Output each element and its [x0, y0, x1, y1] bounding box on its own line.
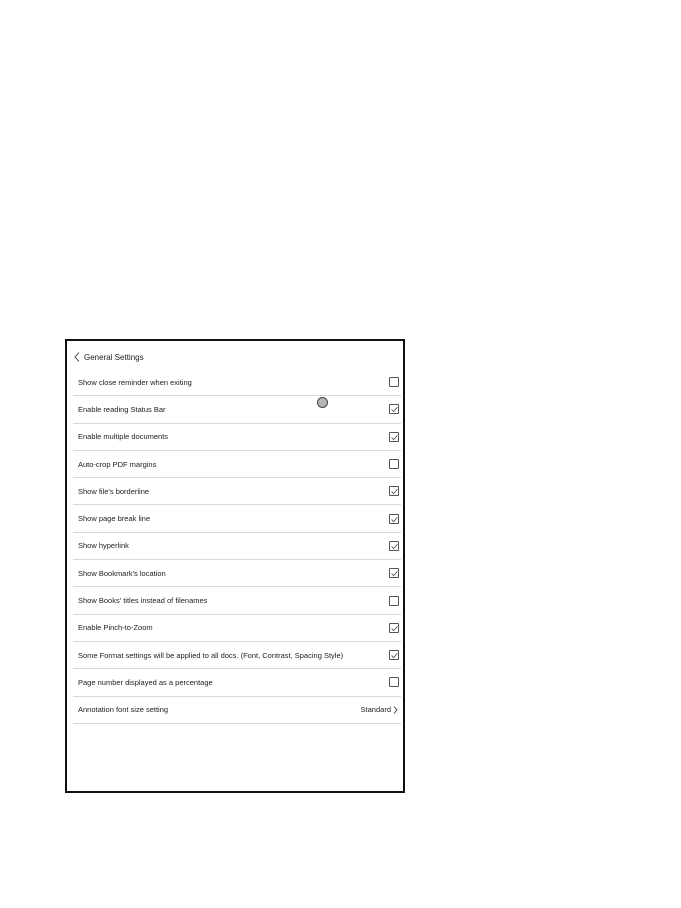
check-icon	[391, 488, 398, 495]
setting-row-format-all-docs[interactable]	[73, 642, 401, 669]
checkbox-auto-crop[interactable]	[389, 459, 399, 469]
setting-label: Enable Pinch-to-Zoom	[78, 623, 153, 633]
setting-label: Auto-crop PDF margins	[78, 459, 157, 469]
setting-row-annotation-font-size[interactable]	[73, 697, 401, 724]
setting-row-auto-crop[interactable]	[73, 451, 401, 478]
setting-label: Show close reminder when exiting	[78, 377, 192, 387]
checkbox-close-reminder[interactable]	[389, 377, 399, 387]
check-icon	[391, 652, 398, 659]
setting-label: Show Bookmark's location	[78, 568, 166, 578]
setting-row-file-borderline[interactable]	[73, 478, 401, 505]
checkbox-format-all-docs[interactable]	[389, 650, 399, 660]
general-settings-panel	[65, 339, 405, 793]
setting-row-book-titles[interactable]	[73, 587, 401, 614]
check-icon	[391, 543, 398, 550]
checkbox-file-borderline[interactable]	[389, 486, 399, 496]
setting-label: Enable reading Status Bar	[78, 404, 166, 414]
checkbox-page-number-percentage[interactable]	[389, 677, 399, 687]
chevron-right-icon	[393, 706, 398, 714]
check-icon	[391, 625, 398, 632]
setting-row-multiple-documents[interactable]	[73, 424, 401, 451]
checkbox-status-bar[interactable]	[389, 404, 399, 414]
page-title: General Settings	[84, 352, 144, 362]
chevron-left-icon[interactable]	[74, 352, 80, 362]
setting-label: Enable multiple documents	[78, 432, 169, 442]
setting-label: Show file's borderline	[78, 486, 150, 496]
setting-row-status-bar[interactable]	[73, 396, 401, 423]
checkbox-pinch-to-zoom[interactable]	[389, 623, 399, 633]
check-icon	[391, 434, 398, 441]
setting-label: Page number displayed as a percentage	[78, 677, 213, 687]
annotation-font-size-value[interactable]	[361, 705, 398, 714]
setting-label: Annotation font size setting	[78, 705, 169, 715]
settings-list	[73, 369, 401, 724]
setting-row-hyperlink[interactable]	[73, 533, 401, 560]
header[interactable]	[74, 350, 144, 364]
annotation-value-text: Standard	[360, 705, 391, 715]
setting-row-page-break-line[interactable]	[73, 505, 401, 532]
check-icon	[391, 570, 398, 577]
setting-row-close-reminder[interactable]	[73, 369, 401, 396]
setting-label: Show hyperlink	[78, 541, 129, 551]
check-icon	[391, 516, 398, 523]
setting-row-bookmark-location[interactable]	[73, 560, 401, 587]
setting-label: Show page break line	[78, 514, 151, 524]
setting-label: Some Format settings will be applied to all docs. (Font, Contrast, Spacing Style)	[78, 650, 344, 660]
checkbox-page-break-line[interactable]	[389, 514, 399, 524]
setting-row-page-number-percentage[interactable]	[73, 669, 401, 696]
checkbox-book-titles[interactable]	[389, 596, 399, 606]
checkbox-multiple-documents[interactable]	[389, 432, 399, 442]
checkbox-hyperlink[interactable]	[389, 541, 399, 551]
setting-row-pinch-to-zoom[interactable]	[73, 615, 401, 642]
checkbox-bookmark-location[interactable]	[389, 568, 399, 578]
check-icon	[391, 406, 398, 413]
setting-label: Show Books' titles instead of filenames	[78, 596, 208, 606]
